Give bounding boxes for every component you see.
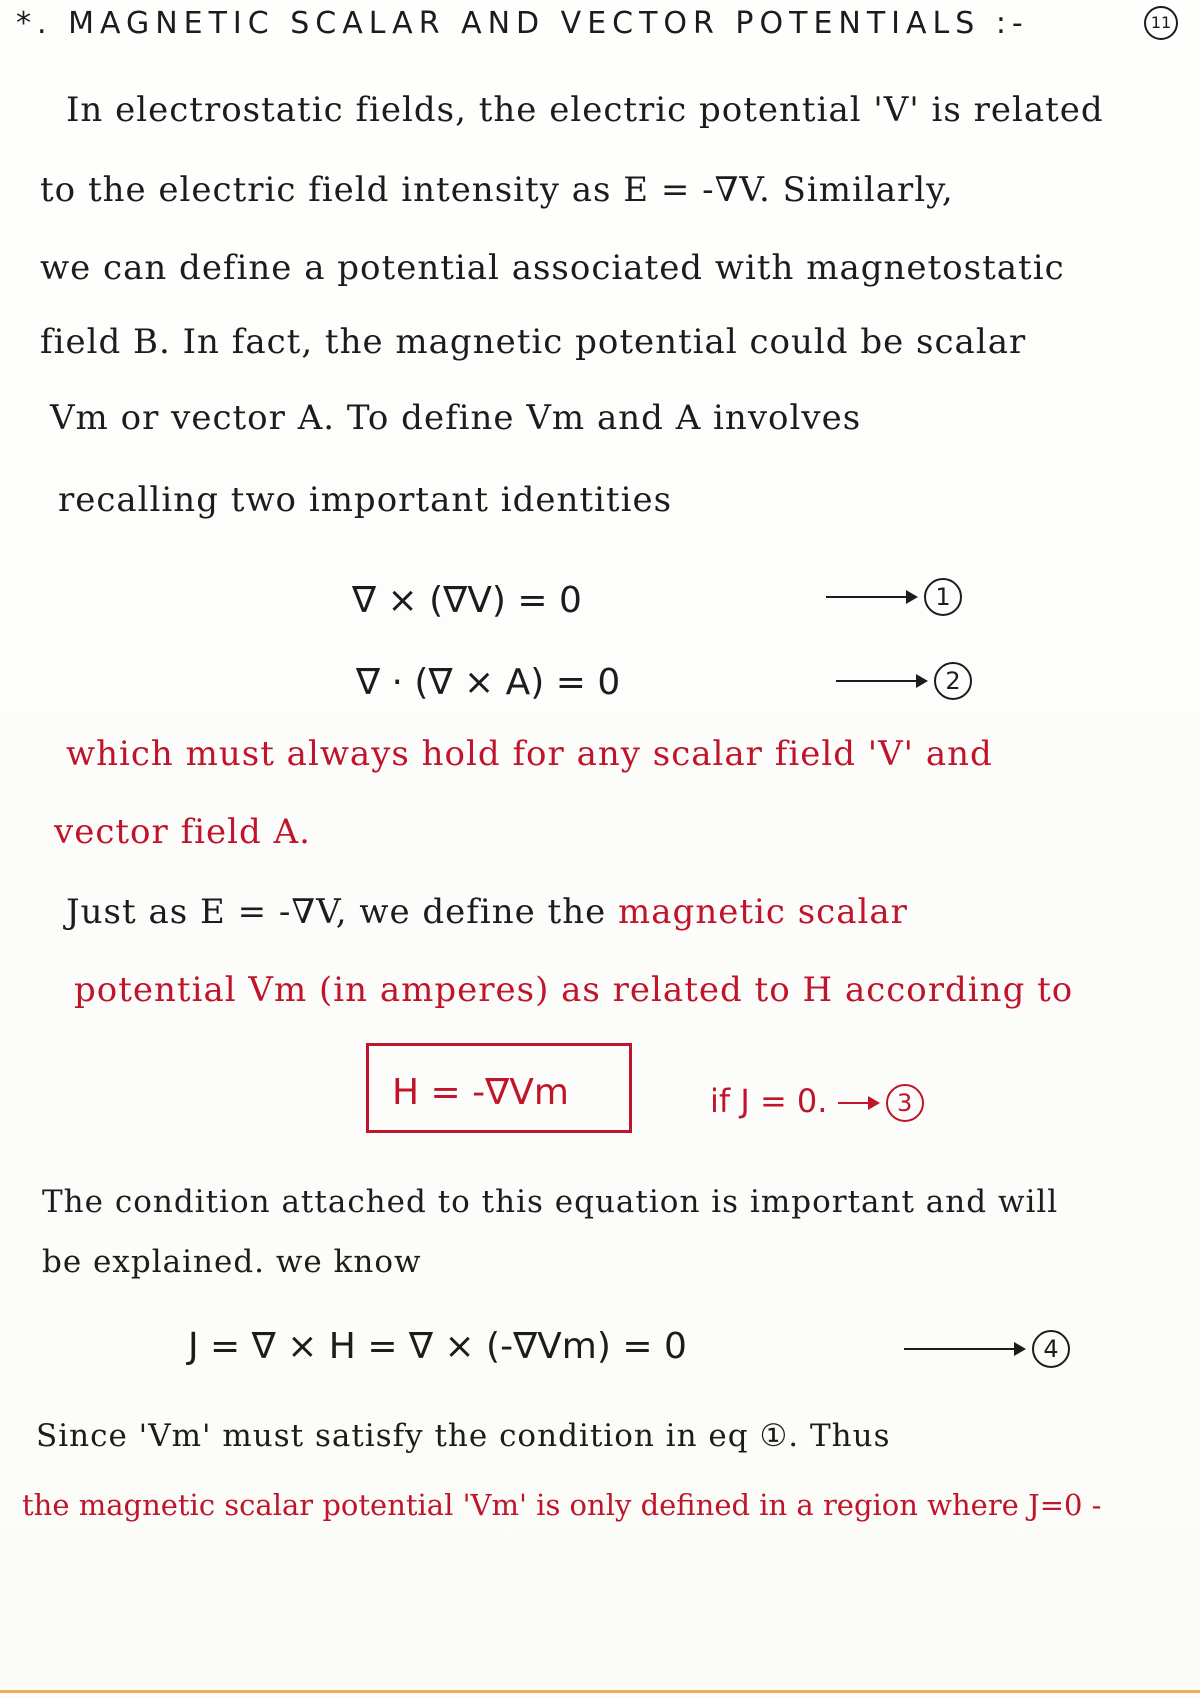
para1-line3: we can define a potential associated with magnetostatic xyxy=(40,248,1065,288)
identity-2: ∇ · (∇ × A) = 0 xyxy=(356,662,621,703)
para1-line1: In electrostatic fields, the electric potential 'V' is related xyxy=(66,90,1104,130)
para2-line1: which must always hold for any scalar field 'V' and xyxy=(66,734,993,774)
equation-3: H = -∇Vm xyxy=(392,1072,569,1113)
identity-1: ∇ × (∇V) = 0 xyxy=(352,580,582,621)
equation-number-2: 2 xyxy=(934,662,972,700)
para5-line1: Since 'Vm' must satisfy the condition in eq ①. Thus xyxy=(36,1418,891,1454)
page-title: *. MAGNETIC SCALAR AND VECTOR POTENTIALS :- xyxy=(16,6,1029,41)
para4-line2: be explained. we know xyxy=(42,1244,422,1280)
para3-line2-end: as related to H according to xyxy=(561,970,1074,1010)
equation-3-condition xyxy=(710,1082,924,1122)
para4-line1: The condition attached to this equation is important and will xyxy=(42,1184,1059,1220)
para1-line5: Vm or vector A. To define Vm and A involves xyxy=(50,398,862,438)
arrow-icon xyxy=(838,1102,878,1104)
identity-1-number xyxy=(826,578,962,616)
equation-4: J = ∇ × H = ∇ × (-∇Vm) = 0 xyxy=(188,1326,687,1367)
page-edge-rule xyxy=(0,1690,1200,1693)
para3-line1-start: Just as E = -∇V, we define the xyxy=(66,892,607,932)
page-number: 11 xyxy=(1144,6,1178,40)
para2-line2: vector field A. xyxy=(54,812,311,852)
para3-line1-red: magnetic scalar xyxy=(618,892,908,932)
para3-line2 xyxy=(74,970,1180,1010)
para3-line1 xyxy=(66,892,1180,932)
para1-line6: recalling two important identities xyxy=(58,480,673,520)
identity-2-number xyxy=(836,662,972,700)
condition-text: if J = 0. xyxy=(710,1082,828,1120)
equation-number-1: 1 xyxy=(924,578,962,616)
equation-number-4: 4 xyxy=(1032,1330,1070,1368)
para3-line2-red: potential Vm (in amperes) xyxy=(74,970,550,1010)
para1-line4: field B. In fact, the magnetic potential could be scalar xyxy=(40,322,1027,362)
arrow-icon xyxy=(836,680,926,682)
para5-line2: the magnetic scalar potential 'Vm' is only defined in a region where J=0 - xyxy=(22,1488,1102,1522)
equation-number-3: 3 xyxy=(886,1084,924,1122)
arrow-icon xyxy=(826,596,916,598)
arrow-icon xyxy=(904,1348,1024,1350)
para1-line2: to the electric field intensity as E = -∇V. Similarly, xyxy=(40,170,954,210)
equation-4-number xyxy=(904,1330,1070,1368)
